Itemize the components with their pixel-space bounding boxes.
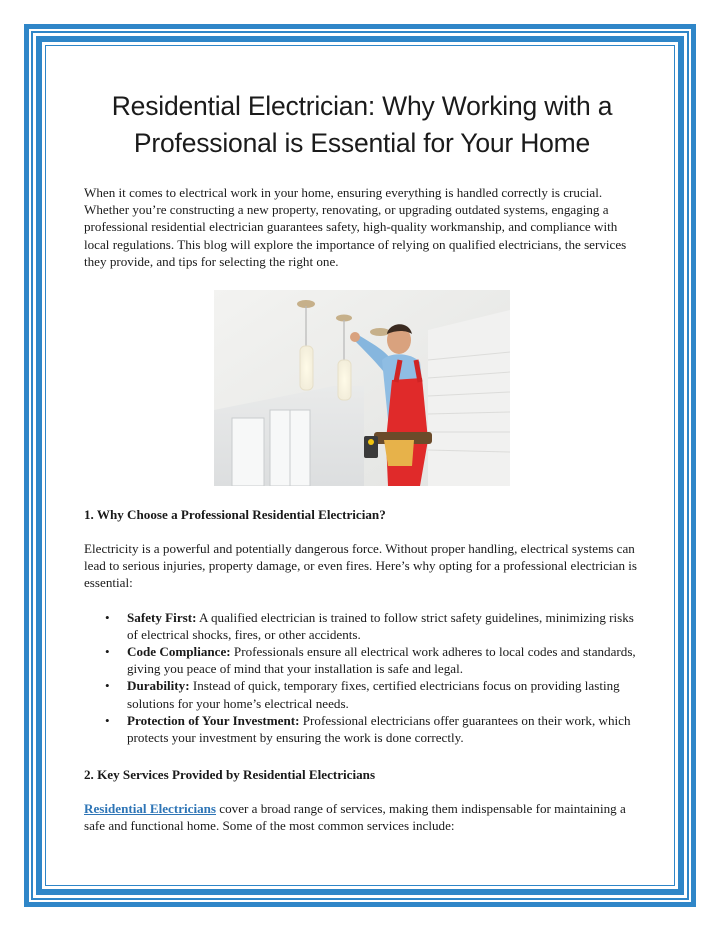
list-item	[84, 609, 640, 643]
electrician-photo	[214, 290, 510, 486]
section1-heading: 1. Why Choose a Professional Residential Electrician?	[84, 507, 386, 523]
list-item	[84, 677, 640, 711]
section1-paragraph: Electricity is a powerful and potentially dangerous force. Without proper handling, electrical systems can lead to serious injuries, property damage, or even fires. Here’s why opting for a professional electrician is essential:	[84, 541, 638, 591]
list-item-text: Instead of quick, temporary fixes, certified electricians focus on providing lasting solutions for your home’s electrical needs.	[127, 678, 620, 711]
bullet-icon: •	[105, 712, 110, 728]
bullet-icon: •	[105, 609, 110, 625]
list-item-term: Code Compliance:	[127, 644, 231, 660]
list-item-text: Professional electricians offer guarantees on their work, which protects your investment by ensuring the work is done correctly.	[127, 712, 631, 746]
list-item-term: Durability:	[127, 678, 190, 694]
list-item-term: Protection of Your Investment:	[127, 712, 300, 728]
list-item-text: A qualified electrician is trained to follow strict safety guidelines, minimizing risks of electrical shocks, fires, or other accidents.	[127, 609, 634, 642]
section2-paragraph	[84, 800, 640, 834]
list-item-term: Safety First:	[127, 609, 197, 625]
list-item	[84, 712, 640, 746]
benefits-list	[84, 609, 640, 747]
section2-heading: 2. Key Services Provided by Residential Electricians	[84, 767, 376, 783]
list-item	[84, 643, 640, 677]
bullet-icon: •	[105, 678, 110, 694]
document-body	[84, 88, 640, 835]
bullet-icon: •	[105, 644, 110, 660]
intro-paragraph: When it comes to electrical work in your home, ensuring everything is handled correctly is crucial. Whether you’re constructing a new property, renovating, or upgrading outdated systems, engaging a professional residential electrician guarantees safety, high-quality workmanship, and compliance with local regulations. This blog will explore the importance of relying on qualified electricians, the services they provide, and tips for selecting the right one.	[84, 185, 627, 269]
page-title: Residential Electrician: Why Working with a Professional is Essential for Your Home	[111, 91, 613, 158]
residential-electricians-link[interactable]: Residential Electricians	[84, 801, 217, 817]
section2-paragraph-text: cover a broad range of services, making them indispensable for maintaining a safe and functional home. Some of the most common services include:	[84, 801, 626, 834]
list-item-text: Professionals ensure all electrical work adheres to local codes and standards, giving you peace of mind that your installation is safe and legal.	[127, 644, 636, 677]
